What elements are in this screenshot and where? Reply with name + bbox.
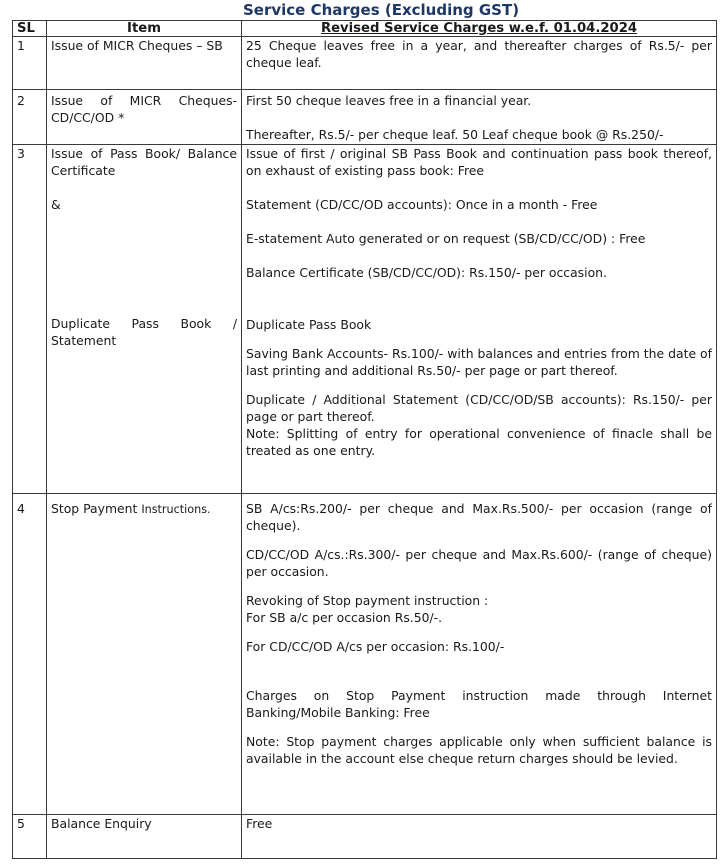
charge-text: Free	[246, 816, 273, 831]
table-row	[13, 37, 717, 90]
row-item-text: Issue of MICR Cheques-CD/CC/OD *	[51, 93, 237, 125]
row-item-label: Stop Payment	[51, 501, 138, 516]
column-header-revised-charges: Revised Service Charges w.e.f. 01.04.2024	[242, 21, 717, 37]
charge-text: First 50 cheque leaves free in a financial year.	[246, 93, 532, 108]
charge-text: Issue of first / original SB Pass Book and continuation pass book thereof, on exhaust of existing pass book: Free	[246, 146, 712, 178]
charge-text: Balance Certificate (SB/CD/CC/OD): Rs.150/- per occasion.	[246, 265, 607, 280]
charge-note: Note: Splitting of entry for operational convenience of finacle shall be treated as one entry.	[246, 426, 712, 458]
row-item-text: Issue of MICR Cheques – SB	[51, 38, 223, 53]
document-title: Service Charges (Excluding GST)	[243, 1, 520, 19]
charge-text: Revoking of Stop payment instruction :	[246, 593, 489, 608]
service-charges-table	[12, 20, 717, 859]
charge-text: Saving Bank Accounts- Rs.100/- with balances and entries from the date of last printing and additional Rs.50/- per page or part thereof.	[246, 346, 712, 378]
charge-text: Duplicate Pass Book	[246, 317, 372, 332]
row-item-text	[51, 500, 237, 518]
charge-text: For SB a/c per occasion Rs.50/-.	[246, 610, 443, 625]
table-row	[13, 145, 717, 494]
row-item-text: Balance Enquiry	[51, 816, 152, 831]
row-item	[47, 145, 242, 494]
column-header-sl: SL	[13, 21, 47, 37]
row-sl: 5	[13, 815, 47, 859]
charge-text: SB A/cs:Rs.200/- per cheque and Max.Rs.500/- per occasion (range of cheque).	[246, 501, 712, 533]
table-row	[13, 90, 717, 145]
row-item	[47, 37, 242, 90]
row-sl: 1	[13, 37, 47, 90]
charge-text: E-statement Auto generated or on request (SB/CD/CC/OD) : Free	[246, 231, 646, 246]
row-item	[47, 815, 242, 859]
row-charges	[242, 37, 717, 90]
charge-text: Duplicate / Additional Statement (CD/CC/OD/SB accounts): Rs.150/- per page or part thereof.	[246, 392, 712, 424]
charge-text: Charges on Stop Payment instruction made through Internet Banking/Mobile Banking: Free	[246, 688, 712, 720]
row-item-label-small: Instructions.	[141, 503, 211, 516]
column-header-item: Item	[47, 21, 242, 37]
charge-text: Statement (CD/CC/OD accounts): Once in a month - Free	[246, 197, 598, 212]
row-item	[47, 494, 242, 815]
row-item	[47, 90, 242, 145]
row-item-text: Issue of Pass Book/ Balance Certificate	[51, 146, 237, 178]
row-sl: 2	[13, 90, 47, 145]
row-charges	[242, 815, 717, 859]
table-row	[13, 815, 717, 859]
row-charges	[242, 90, 717, 145]
row-item-duplicate: Duplicate Pass Book / Statement	[51, 316, 237, 348]
charge-text: For CD/CC/OD A/cs per occasion: Rs.100/-	[246, 639, 505, 654]
row-item-ampersand: &	[51, 197, 61, 212]
row-charges	[242, 145, 717, 494]
row-sl: 3	[13, 145, 47, 494]
charge-note: Note: Stop payment charges applicable only when sufficient balance is available in the account else cheque return charges should be levied.	[246, 734, 712, 766]
table-row	[13, 494, 717, 815]
row-charges	[242, 494, 717, 815]
charge-text: 25 Cheque leaves free in a year, and thereafter charges of Rs.5/- per cheque leaf.	[246, 38, 712, 70]
header-row	[13, 21, 717, 37]
row-sl: 4	[13, 494, 47, 815]
charge-text: Thereafter, Rs.5/- per cheque leaf. 50 Leaf cheque book @ Rs.250/-	[246, 127, 664, 142]
charge-text: CD/CC/OD A/cs.:Rs.300/- per cheque and Max.Rs.600/- (range of cheque) per occasion.	[246, 547, 712, 579]
